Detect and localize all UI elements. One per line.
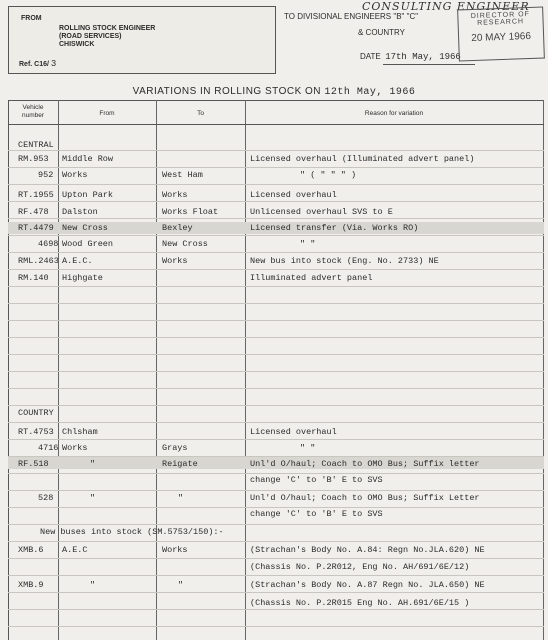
reason-cell: Unl'd O/haul; Coach to OMO Bus; Suffix letter: [250, 459, 480, 469]
vehicle-number: RF.478: [18, 207, 49, 217]
table-row: [0, 207, 548, 220]
from-cell: ": [90, 459, 96, 469]
col-header-to: To: [197, 110, 204, 117]
reason-cell: Illuminated advert panel: [250, 273, 373, 283]
from-cell: ": [90, 580, 96, 590]
section-label-country: COUNTRY: [18, 408, 54, 418]
ruled-line: [8, 422, 544, 423]
col-header-text: number: [21, 112, 45, 119]
table-row: [0, 580, 548, 593]
ruled-line: [8, 541, 544, 542]
ruled-line: [8, 252, 544, 253]
from-cell: Works: [62, 443, 88, 453]
ruled-line: [8, 354, 544, 355]
table-row: [0, 273, 548, 286]
from-cell: New Cross: [62, 223, 108, 233]
ruled-line: [8, 337, 544, 338]
table-row: [0, 562, 548, 575]
reason-cell: Licensed overhaul (Illuminated advert panel): [250, 154, 475, 164]
stamp-date: 20 MAY 1966: [471, 30, 532, 45]
reason-cell: " ( " " " ): [300, 170, 357, 180]
table-row: [0, 527, 548, 540]
stamp-line: RESEARCH: [477, 18, 525, 27]
ruled-line: [8, 150, 544, 151]
ruled-line: [8, 303, 544, 304]
col-header-from: From: [99, 110, 115, 117]
handwritten-scrawl: CONSULTING ENGINEER: [362, 0, 530, 13]
ruled-line: [8, 524, 544, 525]
ruled-line: [8, 490, 544, 491]
date-line: [360, 52, 461, 62]
vehicle-number: RT.4753: [18, 427, 54, 437]
from-line: CHISWICK: [59, 41, 95, 48]
from-cell: Highgate: [62, 273, 103, 283]
from-address: [59, 25, 155, 49]
reason-cell: Licensed overhaul: [250, 427, 337, 437]
reason-cell: New bus into stock (Eng. No. 2733) NE: [250, 256, 439, 266]
stamp-line: DIRECTOR OF: [470, 10, 531, 21]
title-text: VARIATIONS IN ROLLING STOCK ON: [132, 86, 322, 97]
table-row: [0, 170, 548, 183]
ruled-line: [8, 286, 544, 287]
reason-cell: (Strachan's Body No. A.87 Regn No. JLA.650) NE: [250, 580, 485, 590]
from-cell: Dalston: [62, 207, 98, 217]
reason-cell: (Chassis No. P.2R012, Eng No. AH/691/6E/12): [250, 562, 470, 572]
vehicle-number: RT.4479: [18, 223, 54, 233]
to-cell: Works: [162, 256, 188, 266]
vehicle-number: RM.953: [18, 154, 49, 164]
table-row: [0, 190, 548, 203]
document-title: [0, 86, 548, 98]
from-line: ROLLING STOCK ENGINEER: [59, 25, 156, 32]
reason-cell: (Chassis No. P.2R015 Eng No. AH.691/6E/15 ): [250, 598, 470, 608]
reason-cell: " ": [300, 443, 316, 453]
ruled-line: [8, 473, 544, 474]
reason-cell: change 'C' to 'B' E to SVS: [250, 509, 383, 519]
ref-label: Ref. C16/: [19, 61, 49, 68]
table-row: [0, 545, 548, 558]
to-cell: New Cross: [162, 239, 208, 249]
table-row: [0, 443, 548, 456]
reason-cell: " ": [300, 239, 316, 249]
from-cell: Wood Green: [62, 239, 114, 249]
vehicle-number: 4698: [38, 239, 59, 249]
from-line: (ROAD SERVICES): [59, 33, 122, 40]
reference: [19, 59, 56, 69]
header-rule: [8, 124, 544, 125]
reason-cell: change 'C' to 'B' E to SVS: [250, 475, 383, 485]
vehicle-number: XMB.6: [18, 545, 44, 555]
table-row: [0, 154, 548, 167]
table-row: [0, 256, 548, 269]
vehicle-number: RML.2463: [18, 256, 59, 266]
reason-cell: Unl'd O/haul; Coach to OMO Bus; Suffix Letter: [250, 493, 480, 503]
from-cell: A.E.C: [62, 545, 88, 555]
from-label: FROM: [21, 15, 42, 22]
reason-cell: Unlicensed overhaul SVS to E: [250, 207, 393, 217]
to-cell: Works: [162, 190, 188, 200]
from-cell: Middle Row: [62, 154, 114, 164]
ruled-line: [8, 575, 544, 576]
table-row: [0, 493, 548, 506]
col-header-reason: Reason for variation: [364, 110, 424, 117]
date-label: DATE: [360, 52, 381, 61]
ruled-line: [8, 558, 544, 559]
vehicle-number: RM.140: [18, 273, 49, 283]
to-cell: Grays: [162, 443, 188, 453]
ruled-line: [8, 371, 544, 372]
table-row: [0, 509, 548, 522]
new-buses-note: New buses into stock (SM.5753/150):-: [40, 527, 224, 537]
from-cell: Chlsham: [62, 427, 98, 437]
received-stamp: [457, 7, 545, 62]
section-label-central: CENTRAL: [18, 140, 54, 150]
vehicle-number: 528: [38, 493, 54, 503]
col-header-vehicle: [8, 104, 58, 120]
from-cell: Upton Park: [62, 190, 114, 200]
table-row: [0, 427, 548, 440]
vehicle-number: XMB.9: [18, 580, 44, 590]
to-cell: Works: [162, 545, 188, 555]
title-date: 12th May, 1966: [324, 87, 416, 98]
table-row: [0, 239, 548, 252]
ruled-line: [8, 507, 544, 508]
ruled-line: [8, 167, 544, 168]
to-line: TO DIVISIONAL ENGINEERS "B" "C": [284, 12, 419, 21]
to-cell: Reigate: [162, 459, 198, 469]
from-cell: Works: [62, 170, 88, 180]
date-underline: [383, 64, 475, 65]
ruled-line: [8, 388, 544, 389]
ruled-line: [8, 184, 544, 185]
from-cell: ": [90, 493, 96, 503]
to-cell: Bexley: [162, 223, 193, 233]
from-cell: A.E.C.: [62, 256, 93, 266]
reason-cell: Licensed transfer (Via. Works RO): [250, 223, 419, 233]
table-row: [0, 475, 548, 488]
vehicle-number: RF.518: [18, 459, 49, 469]
vehicle-number: RT.1955: [18, 190, 54, 200]
to-cell: Works Float: [162, 207, 219, 217]
ruled-line: [8, 626, 544, 627]
table-row: [0, 223, 548, 236]
to-cell: West Ham: [162, 170, 203, 180]
from-box: [8, 6, 276, 74]
to-cell: ": [178, 493, 184, 503]
to-line-country: & COUNTRY: [358, 28, 405, 37]
date-value: 17th May, 1966: [385, 52, 461, 62]
vehicle-number: 952: [38, 170, 54, 180]
ruled-line: [8, 269, 544, 270]
ruled-line: [8, 405, 544, 406]
ruled-line: [8, 320, 544, 321]
to-cell: ": [178, 580, 184, 590]
col-header-text: Vehicle: [22, 104, 44, 111]
table-row: [0, 459, 548, 472]
vehicle-number: 4716: [38, 443, 59, 453]
table-row: [0, 598, 548, 611]
ref-number: 3: [50, 59, 57, 69]
reason-cell: (Strachan's Body No. A.84: Regn No.JLA.620) NE: [250, 545, 485, 555]
reason-cell: Licensed overhaul: [250, 190, 337, 200]
